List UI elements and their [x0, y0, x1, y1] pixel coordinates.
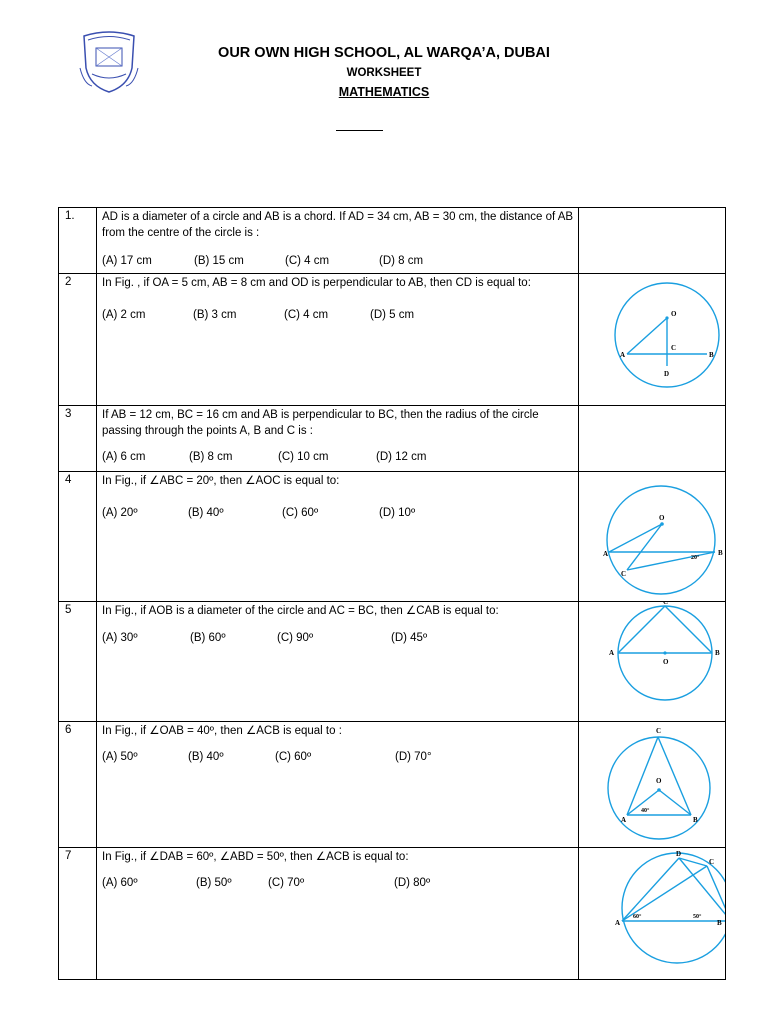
worksheet-label: WORKSHEET: [346, 67, 422, 79]
figure-cell-empty: [579, 406, 726, 472]
question-cell: [97, 722, 579, 848]
option-d[interactable]: (D) 8 cm: [379, 255, 424, 267]
figure-cell-q7: [579, 848, 726, 980]
figure-cell-q2: [579, 274, 726, 406]
question-row-6: [59, 722, 726, 848]
option-c[interactable]: (C) 70º: [268, 877, 305, 889]
question-row-5: [59, 602, 726, 722]
options-row: [97, 449, 578, 465]
label-a: A: [621, 816, 627, 824]
question-cell: [97, 208, 579, 274]
question-number: 7: [59, 848, 97, 980]
label-a: A: [603, 550, 609, 558]
angle-label: 40°: [641, 808, 650, 814]
option-b[interactable]: (B) 50º: [196, 877, 232, 889]
label-o: O: [671, 310, 677, 318]
question-text: AD is a diameter of a circle and AB is a chord. If AD = 34 cm, AB = 30 cm, the distance of AB from the centre of the circle is :: [102, 211, 574, 239]
angle-label: 20°: [691, 555, 700, 561]
option-b[interactable]: (B) 40º: [188, 507, 224, 519]
question-cell: [97, 406, 579, 472]
options-row: [97, 307, 578, 323]
label-b: B: [718, 549, 723, 557]
options-row: [97, 875, 578, 891]
label-a: A: [615, 919, 621, 927]
option-c[interactable]: (C) 4 cm: [285, 255, 330, 267]
header-rule: [336, 130, 383, 131]
label-c: C: [663, 602, 669, 606]
option-d[interactable]: (D) 80º: [394, 877, 431, 889]
label-c: C: [709, 858, 715, 866]
option-c[interactable]: (C) 90º: [277, 632, 314, 644]
label-a: A: [609, 649, 615, 657]
label-d: D: [664, 370, 670, 378]
question-row-7: [59, 848, 726, 980]
question-number: 1.: [59, 208, 97, 274]
label-b: B: [709, 351, 714, 359]
figure-cell-empty: [579, 208, 726, 274]
option-b[interactable]: (B) 40º: [188, 751, 224, 763]
question-cell: [97, 848, 579, 980]
options-row: [97, 749, 578, 765]
angle-b-label: 50°: [693, 914, 702, 920]
label-o: O: [663, 658, 669, 666]
school-name: OUR OWN HIGH SCHOOL, AL WARQA’A, DUBAI: [218, 45, 550, 61]
option-a[interactable]: (A) 30º: [102, 632, 138, 644]
questions-table: [58, 207, 726, 980]
option-a[interactable]: (A) 17 cm: [102, 255, 152, 267]
option-d[interactable]: (D) 5 cm: [370, 309, 415, 321]
question-number: 5: [59, 602, 97, 722]
label-o: O: [659, 514, 665, 522]
option-d[interactable]: (D) 70°: [395, 751, 432, 763]
label-o: O: [656, 777, 662, 785]
options-row: [97, 253, 578, 269]
figure-cell-q5: [579, 602, 726, 722]
option-d[interactable]: (D) 10º: [379, 507, 416, 519]
question-text: In Fig., if ∠OAB = 40º, then ∠ACB is equal to :: [102, 725, 342, 737]
option-a[interactable]: (A) 6 cm: [102, 451, 146, 463]
figure-cell-q4: [579, 472, 726, 602]
label-d: D: [676, 850, 682, 858]
options-row: [97, 630, 578, 646]
question-text: In Fig., if AOB is a diameter of the circle and AC = BC, then ∠CAB is equal to:: [102, 605, 499, 617]
question-row-2: [59, 274, 726, 406]
option-d[interactable]: (D) 45º: [391, 632, 428, 644]
question-cell: [97, 602, 579, 722]
figure-cell-q6: [579, 722, 726, 848]
question-text: If AB = 12 cm, BC = 16 cm and AB is perpendicular to BC, then the radius of the circle passing through the points A, B and C is :: [102, 409, 539, 437]
label-b: B: [717, 919, 722, 927]
option-b[interactable]: (B) 60º: [190, 632, 226, 644]
option-b[interactable]: (B) 8 cm: [189, 451, 233, 463]
question-text: In Fig., if ∠ABC = 20º, then ∠AOC is equal to:: [102, 475, 340, 487]
angle-a-label: 60°: [633, 914, 642, 920]
question-number: 3: [59, 406, 97, 472]
question-cell: [97, 472, 579, 602]
circle-chord-figure: [579, 274, 725, 402]
label-c: C: [621, 570, 627, 578]
question-number: 6: [59, 722, 97, 848]
option-c[interactable]: (C) 10 cm: [278, 451, 329, 463]
question-number: 4: [59, 472, 97, 602]
options-row: [97, 505, 578, 521]
option-b[interactable]: (B) 3 cm: [193, 309, 237, 321]
diameter-triangle-figure: [579, 602, 725, 718]
option-a[interactable]: (A) 50º: [102, 751, 138, 763]
question-row-3: [59, 406, 726, 472]
question-row-1: [59, 208, 726, 274]
question-row-4: [59, 472, 726, 602]
option-a[interactable]: (A) 2 cm: [102, 309, 146, 321]
option-a[interactable]: (A) 60º: [102, 877, 138, 889]
option-a[interactable]: (A) 20º: [102, 507, 138, 519]
option-c[interactable]: (C) 60º: [275, 751, 312, 763]
label-b: B: [693, 816, 698, 824]
option-c[interactable]: (C) 4 cm: [284, 309, 329, 321]
label-c: C: [656, 727, 662, 735]
label-c: C: [671, 344, 677, 352]
question-cell: [97, 274, 579, 406]
question-text: In Fig., if ∠DAB = 60º, ∠ABD = 50º, then ∠ACB is equal to:: [102, 851, 409, 863]
question-text: In Fig. , if OA = 5 cm, AB = 8 cm and OD is perpendicular to AB, then CD is equal to:: [102, 277, 531, 289]
label-b: B: [715, 649, 720, 657]
cyclic-quadrilateral-figure: [579, 848, 725, 976]
central-angle-figure: [579, 472, 725, 598]
option-d[interactable]: (D) 12 cm: [376, 451, 427, 463]
option-c[interactable]: (C) 60º: [282, 507, 319, 519]
inscribed-angle-figure: [579, 722, 725, 844]
option-b[interactable]: (B) 15 cm: [194, 255, 244, 267]
question-number: 2: [59, 274, 97, 406]
subject-label: MATHEMATICS: [338, 85, 430, 99]
label-a: A: [620, 351, 626, 359]
